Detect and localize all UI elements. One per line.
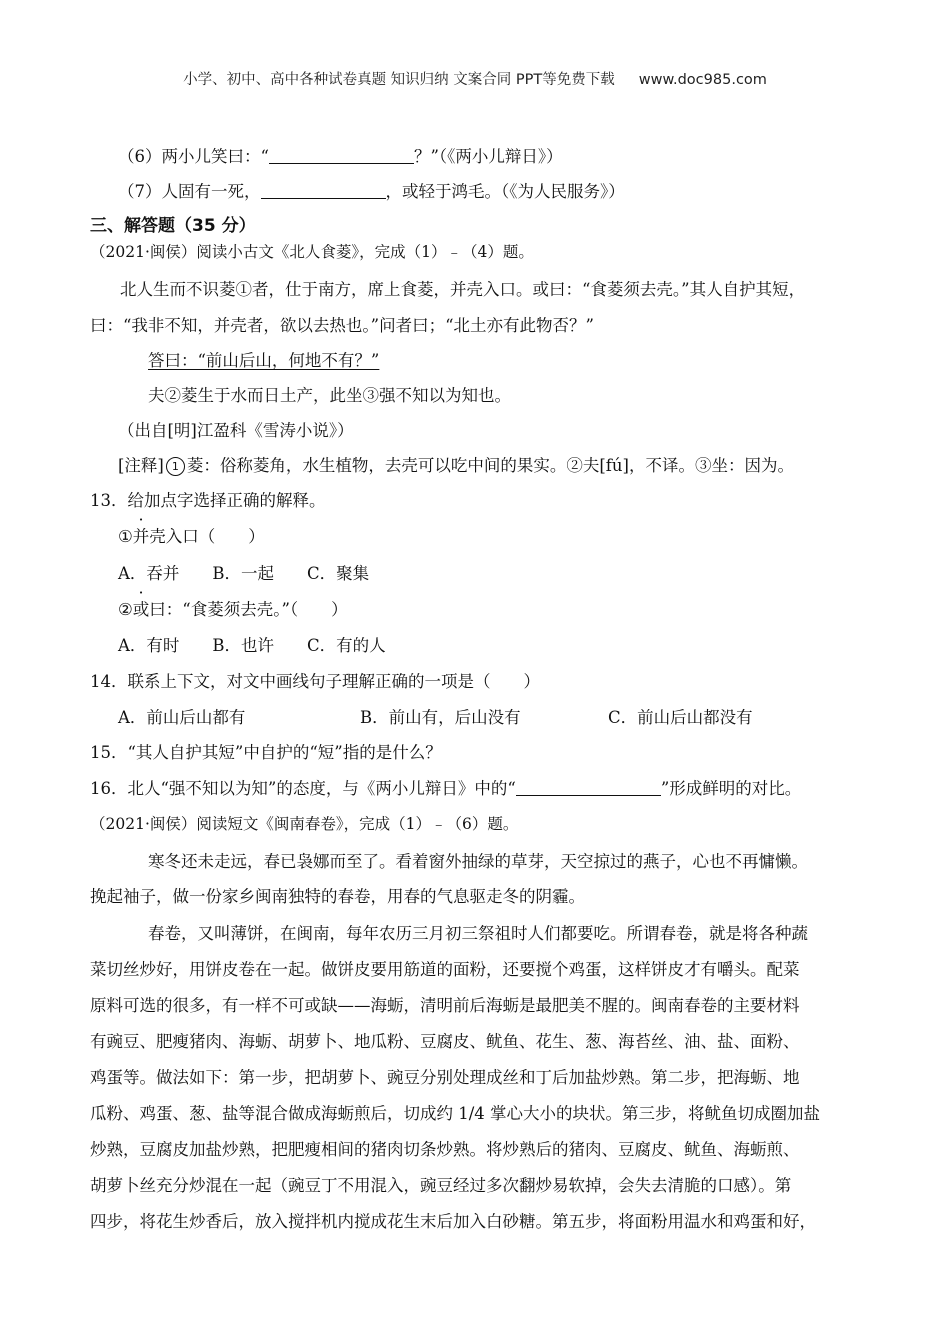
passage1-notes: [118, 454, 794, 478]
section-title: 三、解答题（35 分）: [90, 216, 256, 236]
passage2-line: 有豌豆、肥瘦猪肉、海蛎、胡萝卜、地瓜粉、豆腐皮、鱿鱼、花生、葱、海苔丝、油、盐、面粉、: [90, 1032, 800, 1051]
passage1-source: （出自[明]江盈科《雪涛小说》）: [118, 421, 354, 440]
footnote-marker-1: ①: [235, 280, 252, 299]
passage1-para1-line2: 曰：“我非不知，并壳者，欲以去热也。”问者曰；“北土亦有此物否？”: [90, 316, 594, 335]
dotted-char-huo: 或: [132, 600, 150, 619]
fill-6-blank[interactable]: [269, 146, 414, 164]
passage2-line: 菜切丝炒好，用饼皮卷在一起。做饼皮要用筋道的面粉，还要搅个鸡蛋，这样饼皮才有嚼头。配菜: [90, 960, 800, 979]
passage2-line: 寒冬还未走远，春已袅娜而至了。看着窗外抽绿的草芽，天空掠过的燕子，心也不再慵懒。: [148, 852, 808, 871]
fill-6-post: ？”（《两小儿辩日》）: [413, 147, 563, 166]
passage2-line: 胡萝卜丝充分炒混在一起（豌豆丁不用混入，豌豆经过多次翻炒易软掉，会失去清脆的口感）。第: [90, 1176, 792, 1195]
header-site[interactable]: www.doc985.com: [638, 72, 767, 88]
passage1-text: 北人生而不识菱: [120, 280, 236, 299]
q16-stem: [90, 777, 801, 801]
fill-7-pre: （7）人固有一死，: [118, 182, 261, 201]
passage1-text-cont: 者，仕于南方，席上食菱，并壳入口。或曰：“食菱须去壳。”其人自护其短，: [252, 280, 806, 299]
q13-stem: 13．给加点字选择正确的解释。: [90, 491, 326, 510]
q13-sub1-number: ①: [118, 527, 133, 546]
q14-stem: 14．联系上下文，对文中画线句子理解正确的一项是（ ）: [90, 672, 540, 691]
passage1-intro: （2021·闽侯）阅读小古文《北人食菱》，完成（1）﹣（4）题。: [90, 243, 534, 261]
dotted-char-bing: 并: [132, 527, 150, 546]
fill-7-post: ，或轻于鸿毛。（《为人民服务》）: [385, 182, 625, 201]
passage2-line: 春卷，又叫薄饼，在闽南，每年农历三月初三祭祖时人们都要吃。所谓春卷，就是将各种蔬: [148, 924, 808, 943]
notes-text: 菱：俗称菱角，水生植物，去壳可以吃中间的果实。②夫[fú]，不译。③坐：因为。: [186, 456, 794, 475]
q14-option-c: C．前山后山都没有: [608, 708, 753, 727]
q13-sub2-number: ②: [118, 600, 133, 619]
q16-text-post: ”形成鲜明的对比。: [660, 779, 802, 798]
circled-one: 1: [166, 457, 185, 476]
passage2-intro: （2021·闽侯）阅读短文《闽南春卷》，完成（1）﹣（6）题。: [90, 815, 519, 833]
q16-text-pre: 16．北人“强不知以为知”的态度，与《两小儿辩日》中的“: [90, 779, 516, 798]
q13-sub1-text: 壳入口（ ）: [149, 527, 265, 546]
q13-sub1: [118, 525, 265, 549]
passage2-line: 挽起袖子，做一份家乡闽南独特的春卷，用春的气息驱走冬的阴霾。: [90, 887, 585, 906]
q13-sub2-options: A．有时 B．也许 C．有的人: [118, 636, 386, 655]
page-header: [0, 68, 950, 89]
passage1-para3: 夫②菱生于水而日土产，此坐③强不知以为知也。: [148, 386, 511, 405]
passage2-line: 炒熟，豆腐皮加盐炒熟，把肥瘦相间的猪肉切条炒熟。将炒熟后的猪肉、豆腐皮、鱿鱼、海蛎煎、: [90, 1140, 800, 1159]
fill-7-blank[interactable]: [261, 181, 386, 199]
q13-sub2: [118, 598, 348, 622]
underlined-sentence: 答曰：“前山后山，何地不有？”: [148, 351, 380, 370]
passage2-line: 瓜粉、鸡蛋、葱、盐等混合做成海蛎煎后，切成约 1/4 掌心大小的块状。第三步，将鱿鱼切成圈加盐: [90, 1104, 821, 1123]
q15-stem: 15．“其人自护其短”中自护的“短”指的是什么？: [90, 743, 442, 762]
header-text: 小学、初中、高中各种试卷真题 知识归纳 文案合同 PPT等免费下载: [183, 72, 615, 88]
q16-blank[interactable]: [516, 778, 661, 796]
q13-sub2-text: 曰：“食菱须去壳。”（ ）: [149, 600, 348, 619]
fill-6-pre: （6）两小儿笑曰：“: [118, 147, 269, 166]
q13-sub1-options: A．吞并 B．一起 C．聚集: [118, 564, 370, 583]
notes-label: [注释]: [118, 456, 164, 475]
passage1-para1-line1: [120, 278, 805, 302]
passage2-line: 原料可选的很多，有一样不可或缺——海蛎，清明前后海蛎是最肥美不腥的。闽南春卷的主要材料: [90, 996, 800, 1015]
passage2-line: 四步，将花生炒香后，放入搅拌机内搅成花生末后加入白砂糖。第五步，将面粉用温水和鸡蛋和好，: [90, 1212, 816, 1231]
q14-option-a: A．前山后山都有: [118, 708, 246, 727]
fill-item-6: [118, 145, 563, 169]
q14-option-b: B．前山有，后山没有: [360, 708, 521, 727]
fill-item-7: [118, 180, 625, 204]
passage2-line: 鸡蛋等。做法如下：第一步，把胡萝卜、豌豆分别处理成丝和丁后加盐炒熟。第二步，把海蛎、地: [90, 1068, 800, 1087]
